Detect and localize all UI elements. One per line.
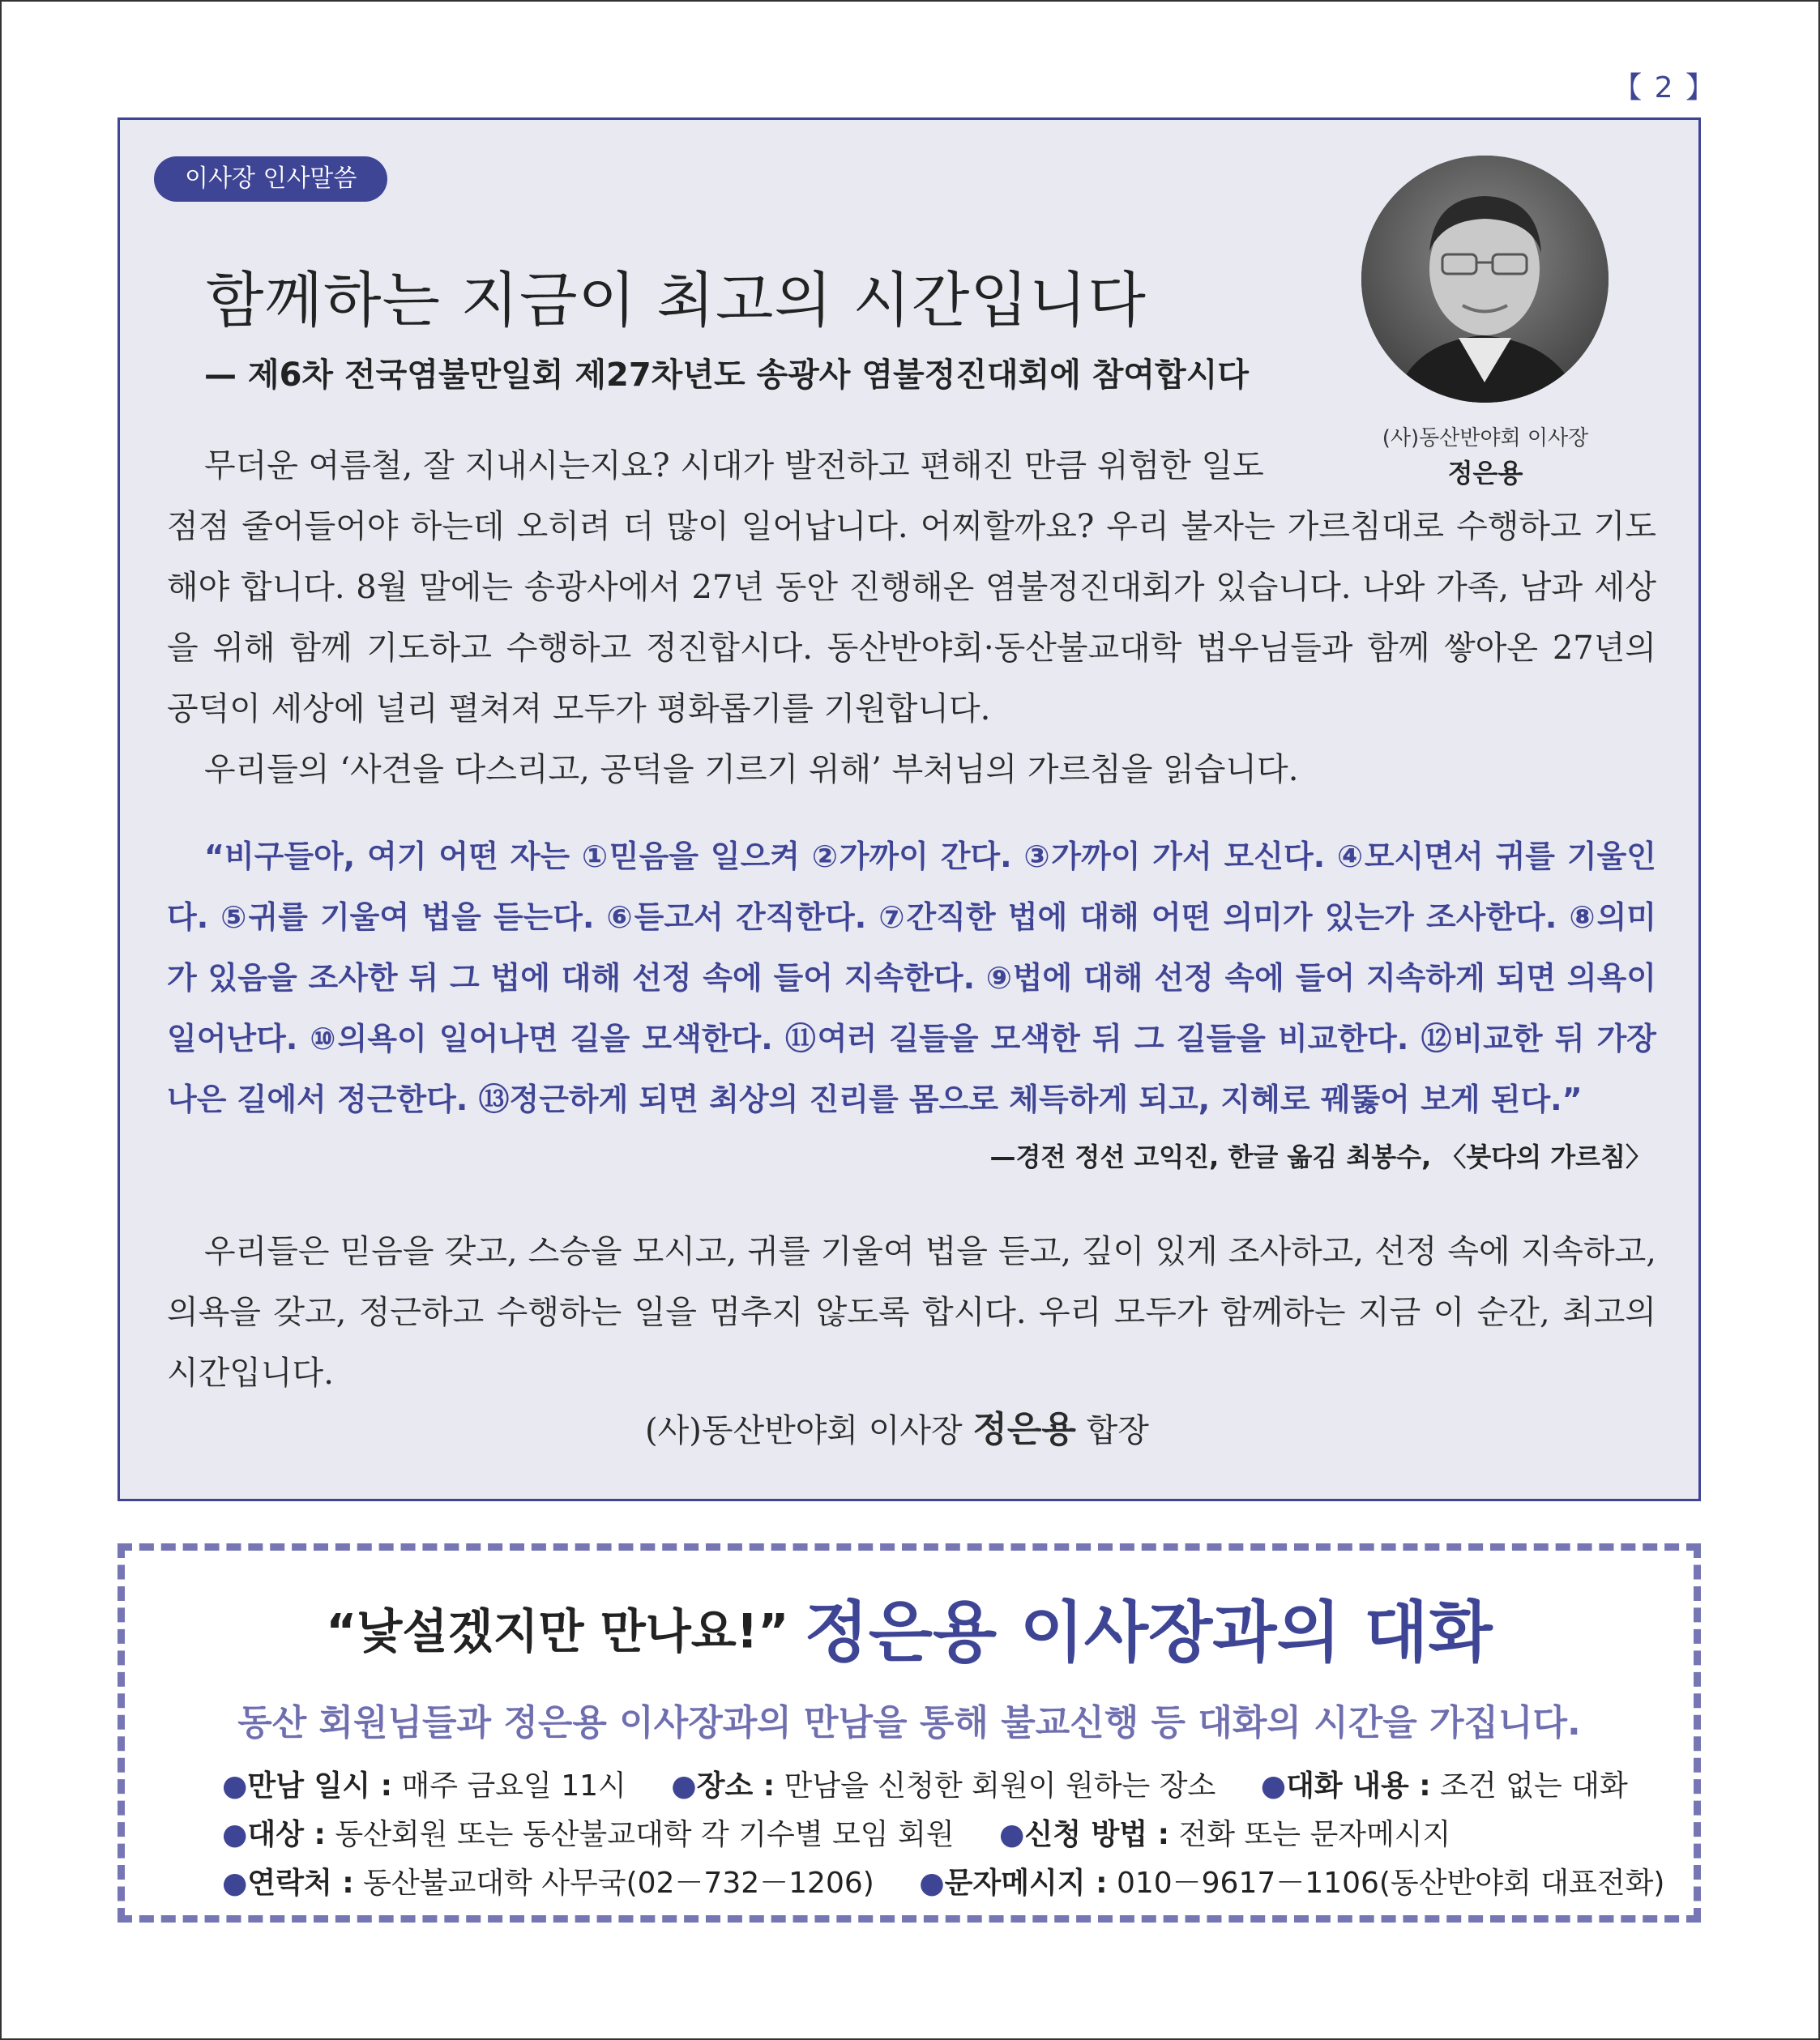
section-badge: 이사장 인사말씀: [154, 156, 387, 202]
paragraph-2: 우리들의 ‘사견을 다스리고, 공덕을 기르기 위해’ 부처님의 가르침을 읽습니다.: [204, 751, 1299, 788]
event-row: [222, 1860, 1700, 1901]
signature-suffix: 합장: [1086, 1412, 1149, 1449]
signature-prefix: (사)동산반야회 이사장: [645, 1412, 963, 1449]
event-item-audience: ●대상 : 동산회원 또는 동산불교대학 각 기수별 모임 회원: [222, 1818, 955, 1851]
bullet-icon: ●: [671, 1769, 697, 1803]
event-item-place: ●장소 : 만남을 신청한 회원이 원하는 장소: [671, 1769, 1216, 1803]
event-heading: 정은용 이사장과의 대화: [804, 1594, 1493, 1671]
event-title: [125, 1580, 1694, 1675]
headline: 함께하는 지금이 최고의 시간입니다: [206, 266, 1147, 335]
quote-source: —경전 정선 고익진, 한글 옮김 최봉수, 〈붓다의 가르침〉: [989, 1142, 1651, 1172]
paragraph-1-line-1: 무더운 여름철, 잘 지내시는지요? 시대가 발전하고 편해진 만큼 위험한 일도: [204, 447, 1264, 484]
portrait-role: (사)동산반야회 이사장: [1382, 426, 1589, 450]
bullet-icon: ●: [222, 1769, 248, 1803]
portrait-name: 정은용: [1447, 458, 1523, 489]
bullet-icon: ●: [919, 1867, 945, 1900]
event-slogan: “낯설겠지만 만나요!”: [326, 1603, 789, 1659]
signature: [645, 1400, 1149, 1452]
paragraph-1: 점점 줄어들어야 하는데 오히려 더 많이 일어납니다. 어찌할까요? 우리 불자는 가르침대로 수행하고 기도해야 합니다. 8월 말에는 송광사에서 27년 동안 진행해온 염불정진대회가 있습니다. 나와 가족, 남과 세상을 위해 함께 기도하고 수행하고 정진합시다. 동산반야회·동산불교대학 법우님들과 함께 쌓아온 27년의 공덕이 세상에 널리 펼쳐져 모두가 평화롭기를 기원합니다.: [167, 508, 1656, 728]
bullet-icon: ●: [1260, 1769, 1287, 1803]
event-row: [222, 1763, 1664, 1804]
page-number: 【 2 】: [1613, 71, 1716, 105]
event-item-datetime: ●만남 일시 : 매주 금요일 11시: [222, 1769, 626, 1803]
event-announcement: [117, 1543, 1701, 1923]
event-item-sms: ●문자메시지 : 010－9617－1106(동산반야회 대표전화): [919, 1867, 1665, 1900]
portrait-caption: [1335, 421, 1635, 490]
portrait-photo: [1361, 156, 1609, 403]
subheadline: — 제6차 전국염불만일회 제27차년도 송광사 염불정진대회에 참여합시다: [204, 356, 1249, 394]
sutra-quote: “비구들아, 여기 어떤 자는 ①믿음을 일으켜 ②가까이 간다. ③가까이 가서 모신다. ④모시면서 귀를 기울인다. ⑤귀를 기울여 법을 듣는다. ⑥듣고서 간직한다. ⑦간직한 법에 대해 어떤 의미가 있는가 조사한다. ⑧의미가 있음을 조사한 뒤 그 법에 대해 선정 속에 들어 지속한다. ⑨법에 대해 선정 속에 들어 지속하게 되면 의욕이 일어난다. ⑩의욕이 일어나면 길을 모색한다. ⑪여러 길들을 모색한 뒤 그 길들을 비교한다. ⑫비교한 뒤 가장 나은 길에서 정근한다. ⑬정근하게 되면 최상의 진리를 몸으로 체득하게 되고, 지혜로 꿰뚫어 보게 된다.”: [167, 839, 1656, 1117]
bullet-icon: ●: [222, 1818, 248, 1851]
signature-name: 정은용: [972, 1409, 1076, 1450]
bullet-icon: ●: [222, 1867, 248, 1900]
paragraph-3: 우리들은 믿음을 갖고, 스승을 모시고, 귀를 기울여 법을 듣고, 깊이 있게 조사하고, 선정 속에 지속하고, 의욕을 갖고, 정근하고 수행하는 일을 멈추지 않도록 합시다. 우리 모두가 함께하는 지금 이 순간, 최고의 시간입니다.: [167, 1233, 1656, 1392]
event-item-contact: ●연락처 : 동산불교대학 사무국(02－732－1206): [222, 1867, 874, 1900]
event-row: [222, 1812, 1486, 1853]
greeting-panel: [117, 117, 1701, 1501]
event-lead: 동산 회원님들과 정은용 이사장과의 만남을 통해 불교신행 등 대화의 시간을 가집니다.: [237, 1702, 1581, 1743]
event-item-topic: ●대화 내용 : 조건 없는 대화: [1260, 1769, 1628, 1803]
bullet-icon: ●: [999, 1818, 1025, 1851]
event-item-apply: ●신청 방법 : 전화 또는 문자메시지: [999, 1818, 1451, 1851]
